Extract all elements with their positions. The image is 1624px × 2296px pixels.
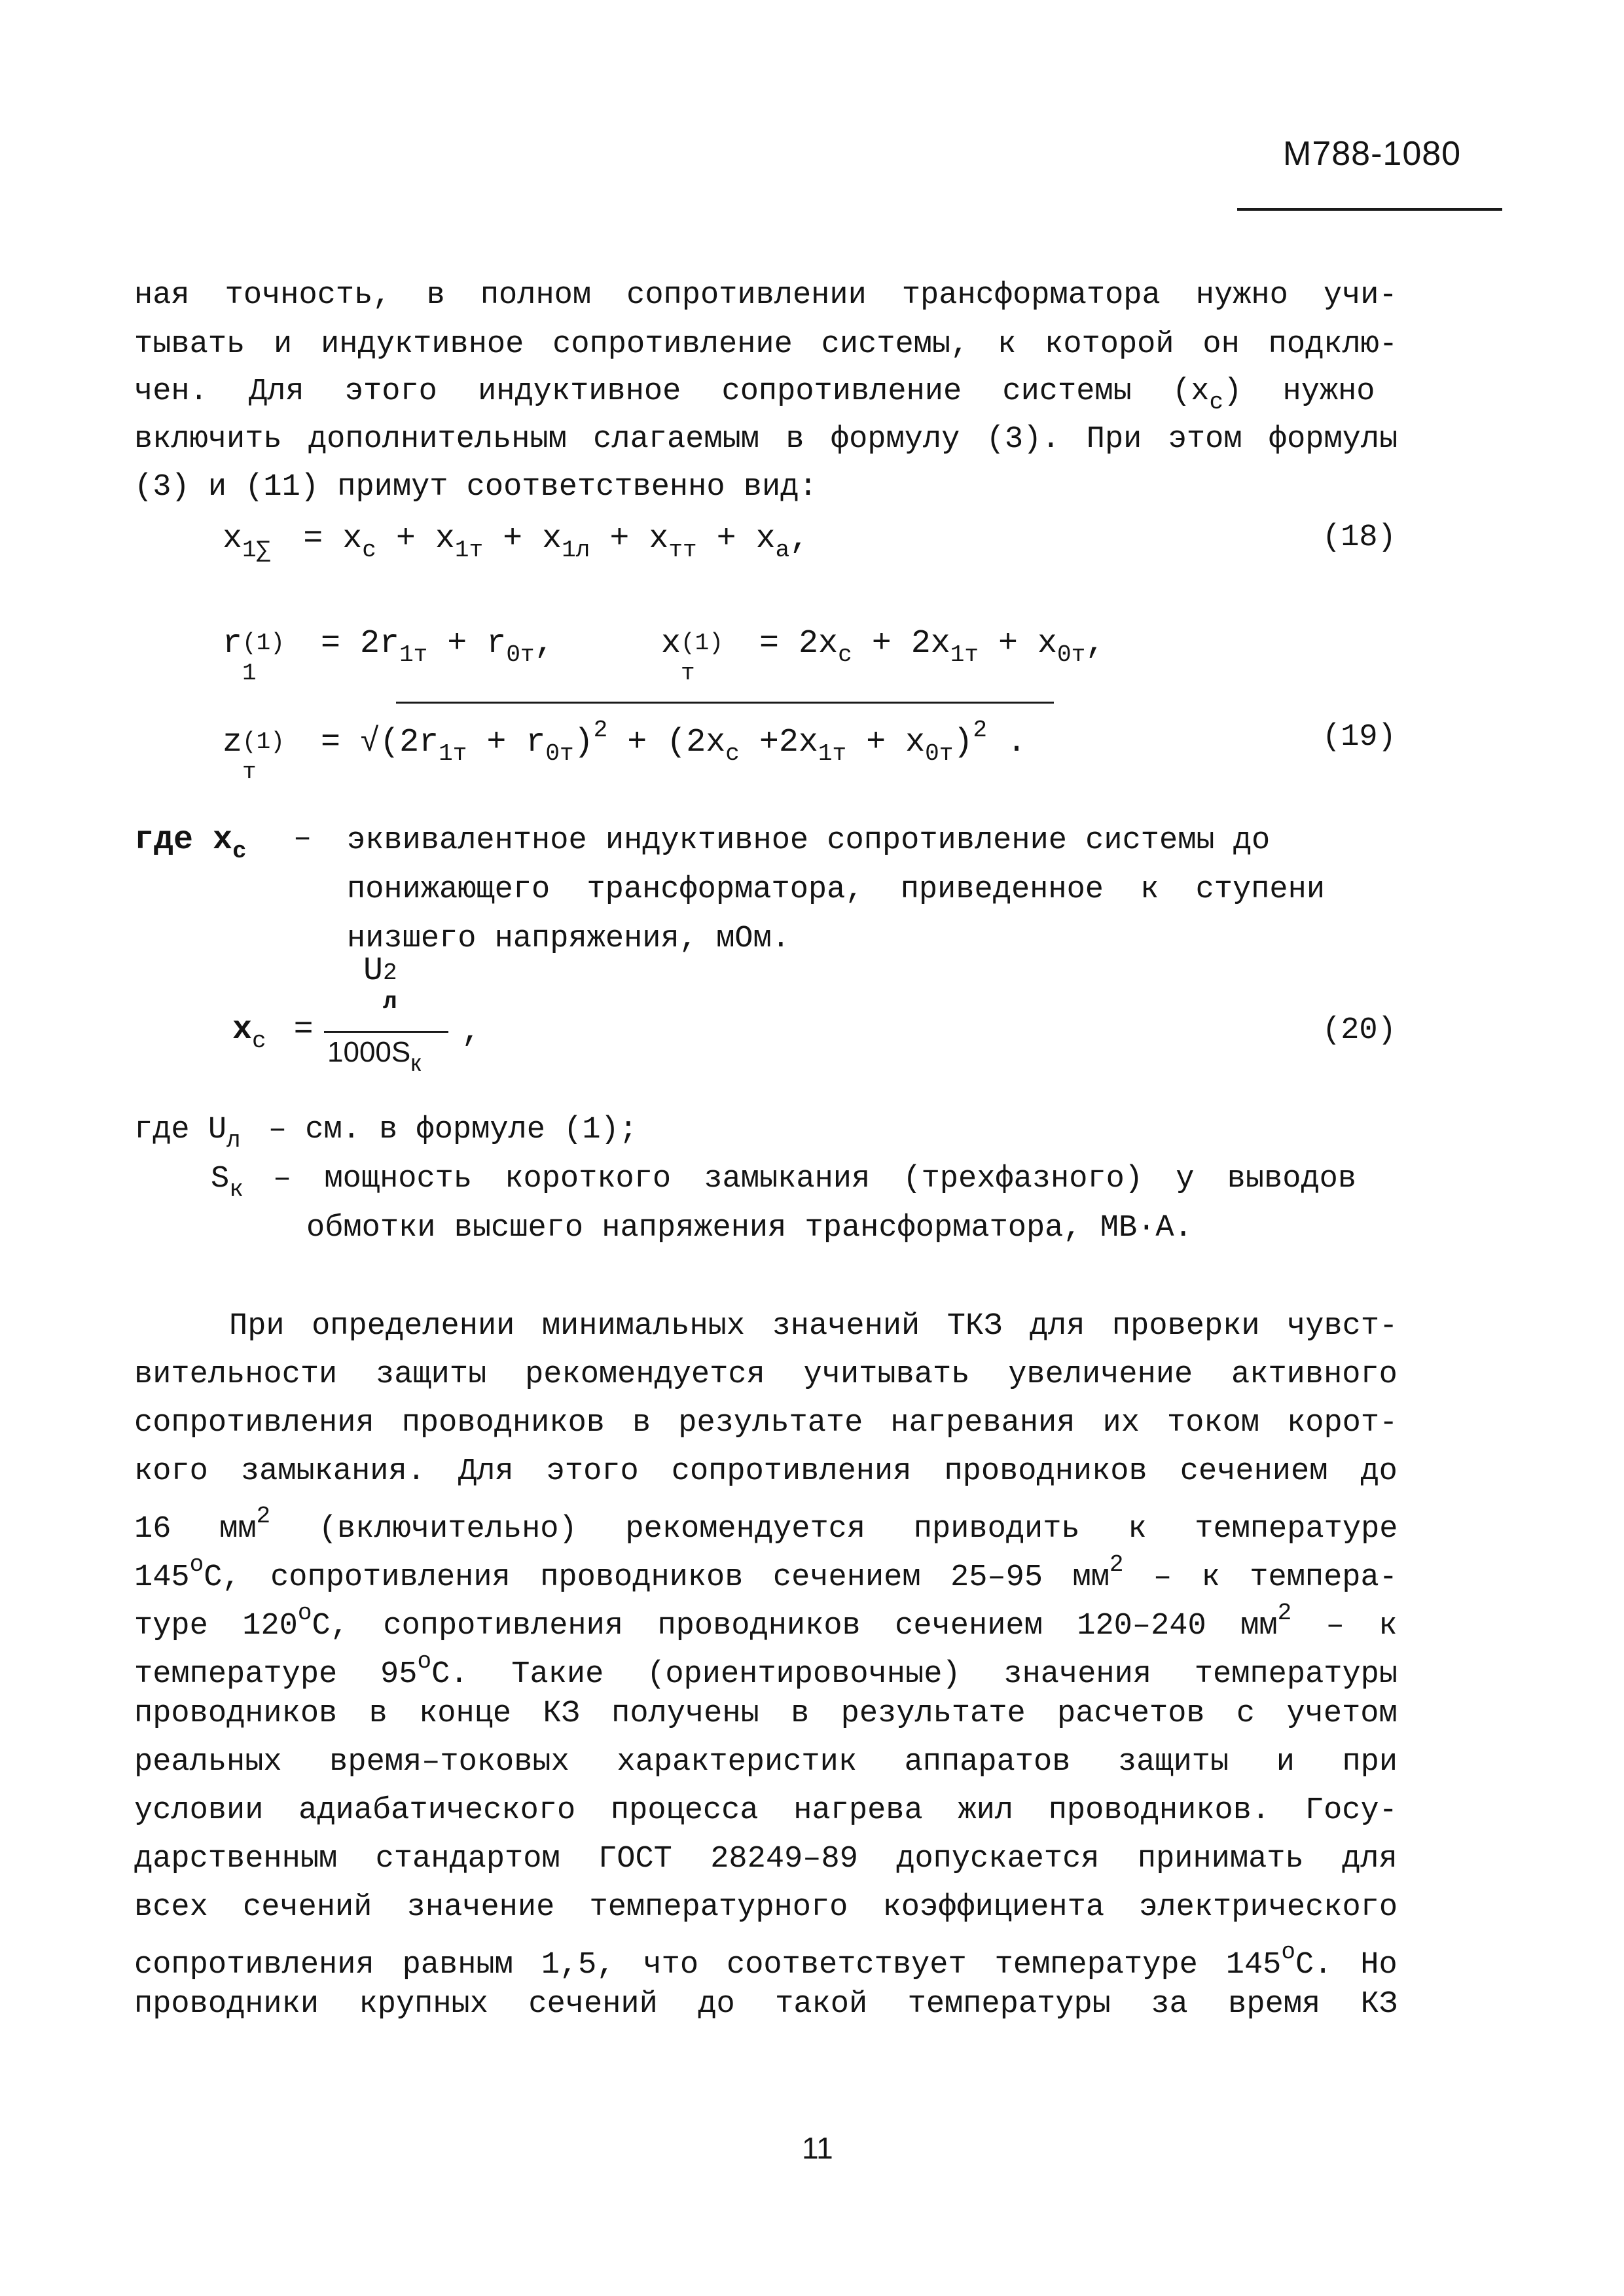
where-xc-line-3: низшего напряжения, мОм. [347, 922, 790, 956]
page-number: 11 [802, 2131, 833, 2165]
eq20-numerator: U 2 л [363, 952, 397, 1015]
equation-number-19: (19) [1322, 720, 1396, 755]
radical-bar [396, 702, 1054, 704]
equation-19: z (1) т = $√(2r_{1т} + r_{0т})^2 + (2x_c +2x_{1т} + x_{0т})^2$ . [223, 717, 1026, 785]
intro-line-3-text: чен. Для этого индуктивное сопротивление системы [134, 374, 1132, 409]
intro-line-3 [134, 374, 1375, 416]
xc-inline: $(x_c)$ нужно [1172, 374, 1375, 416]
header-rule [1237, 208, 1502, 211]
where-ul-line: где $U_л$ – см. в формуле (1); [134, 1113, 638, 1154]
eq20-lhs: $x_c$ = [232, 1011, 314, 1054]
equation-18: $x_{1\sum} = x_c + x_{1т} + x_{1л} + x_{тт} + x_a$, [223, 520, 810, 564]
intro-line-1: ная точность, в полном сопротивлении трансформатора нужно учи- [134, 278, 1398, 313]
body-line-14: сопротивления равным 1,5, что соответствует температуре 145$^o$C. Но [134, 1939, 1398, 1982]
where-sk-line-2: обмотки высшего напряжения трансформатора, МВ·А. [306, 1211, 1193, 1246]
where-xc-line-2: понижающего трансформатора, приведенное к ступени [347, 872, 1326, 907]
eq20-comma: , [461, 1013, 482, 1050]
where-xc-dash: – [293, 821, 312, 856]
body-line-4: кого замыкания. Для этого сопротивления проводников сечением до [134, 1454, 1398, 1489]
body-line-13: всех сечений значение температурного коэффициента электрического [134, 1890, 1398, 1925]
equation-number-20: (20) [1322, 1013, 1396, 1048]
body-line-7: туре 120$^o$C, сопротивления проводников сечением 120–240 $мм^2$ – к [134, 1600, 1398, 1643]
body-line-12: дарственным стандартом ГОСТ 28249–89 допускается принимать для [134, 1842, 1398, 1876]
equation-r1: r (1) 1 = $2r_{1т} + r_{0т}$, [223, 625, 554, 687]
intro-line-5: (3) и (11) примут соответственно вид: [134, 470, 818, 505]
body-line-2: вительности защиты рекомендуется учитывать увеличение активного [134, 1357, 1398, 1392]
document-code: М788-1080 [1283, 135, 1462, 173]
eq20-denominator: $1000S_к$ [327, 1036, 421, 1076]
body-line-10: реальных время–токовых характеристик аппаратов защиты и при [134, 1745, 1398, 1780]
body-line-9: проводников в конце КЗ получены в результате расчетов с учетом [134, 1696, 1398, 1731]
body-line-15: проводники крупных сечений до такой температуры за время КЗ [134, 1987, 1398, 2022]
body-line-11: условии адиабатического процесса нагрева жил проводников. Госу- [134, 1793, 1398, 1828]
where-xc-line-1: эквивалентное индуктивное сопротивление системы до [347, 823, 1271, 858]
intro-line-4: включить дополнительным слагаемым в формулу (3). При этом формулы [134, 422, 1398, 457]
equation-number-18: (18) [1322, 520, 1396, 555]
eq18-rhs: = $x_c + x_{1т} + x_{1л} + x_{тт} + x_a$, [303, 520, 810, 564]
where-sk-line: $S_к$ – мощность короткого замыкания (трехфазного) у выводов [211, 1162, 1357, 1203]
where-xc-label: где $x_c$ [134, 821, 247, 865]
fraction-bar [324, 1031, 448, 1033]
body-line-6: 145$^o$C, сопротивления проводников сечением 25–95 $мм^2$ – к темпера- [134, 1551, 1398, 1595]
body-line-3: сопротивления проводников в результате нагревания их током корот- [134, 1406, 1398, 1441]
sqrt-sign: √ [360, 724, 380, 761]
body-line-1: При определении минимальных значений ТКЗ для проверки чувст- [229, 1309, 1398, 1344]
intro-line-2: тывать и индуктивное сопротивление системы, к которой он подклю- [134, 327, 1398, 362]
equation-xt: x (1) т = $2x_c + 2x_{1т} + x_{0т}$, [661, 625, 1106, 687]
body-line-8: температуре 95$^o$C. Такие (ориентировочные) значения температуры [134, 1648, 1398, 1692]
body-line-5: 16 $мм^2$ (включительно) рекомендуется приводить к температуре [134, 1503, 1398, 1547]
